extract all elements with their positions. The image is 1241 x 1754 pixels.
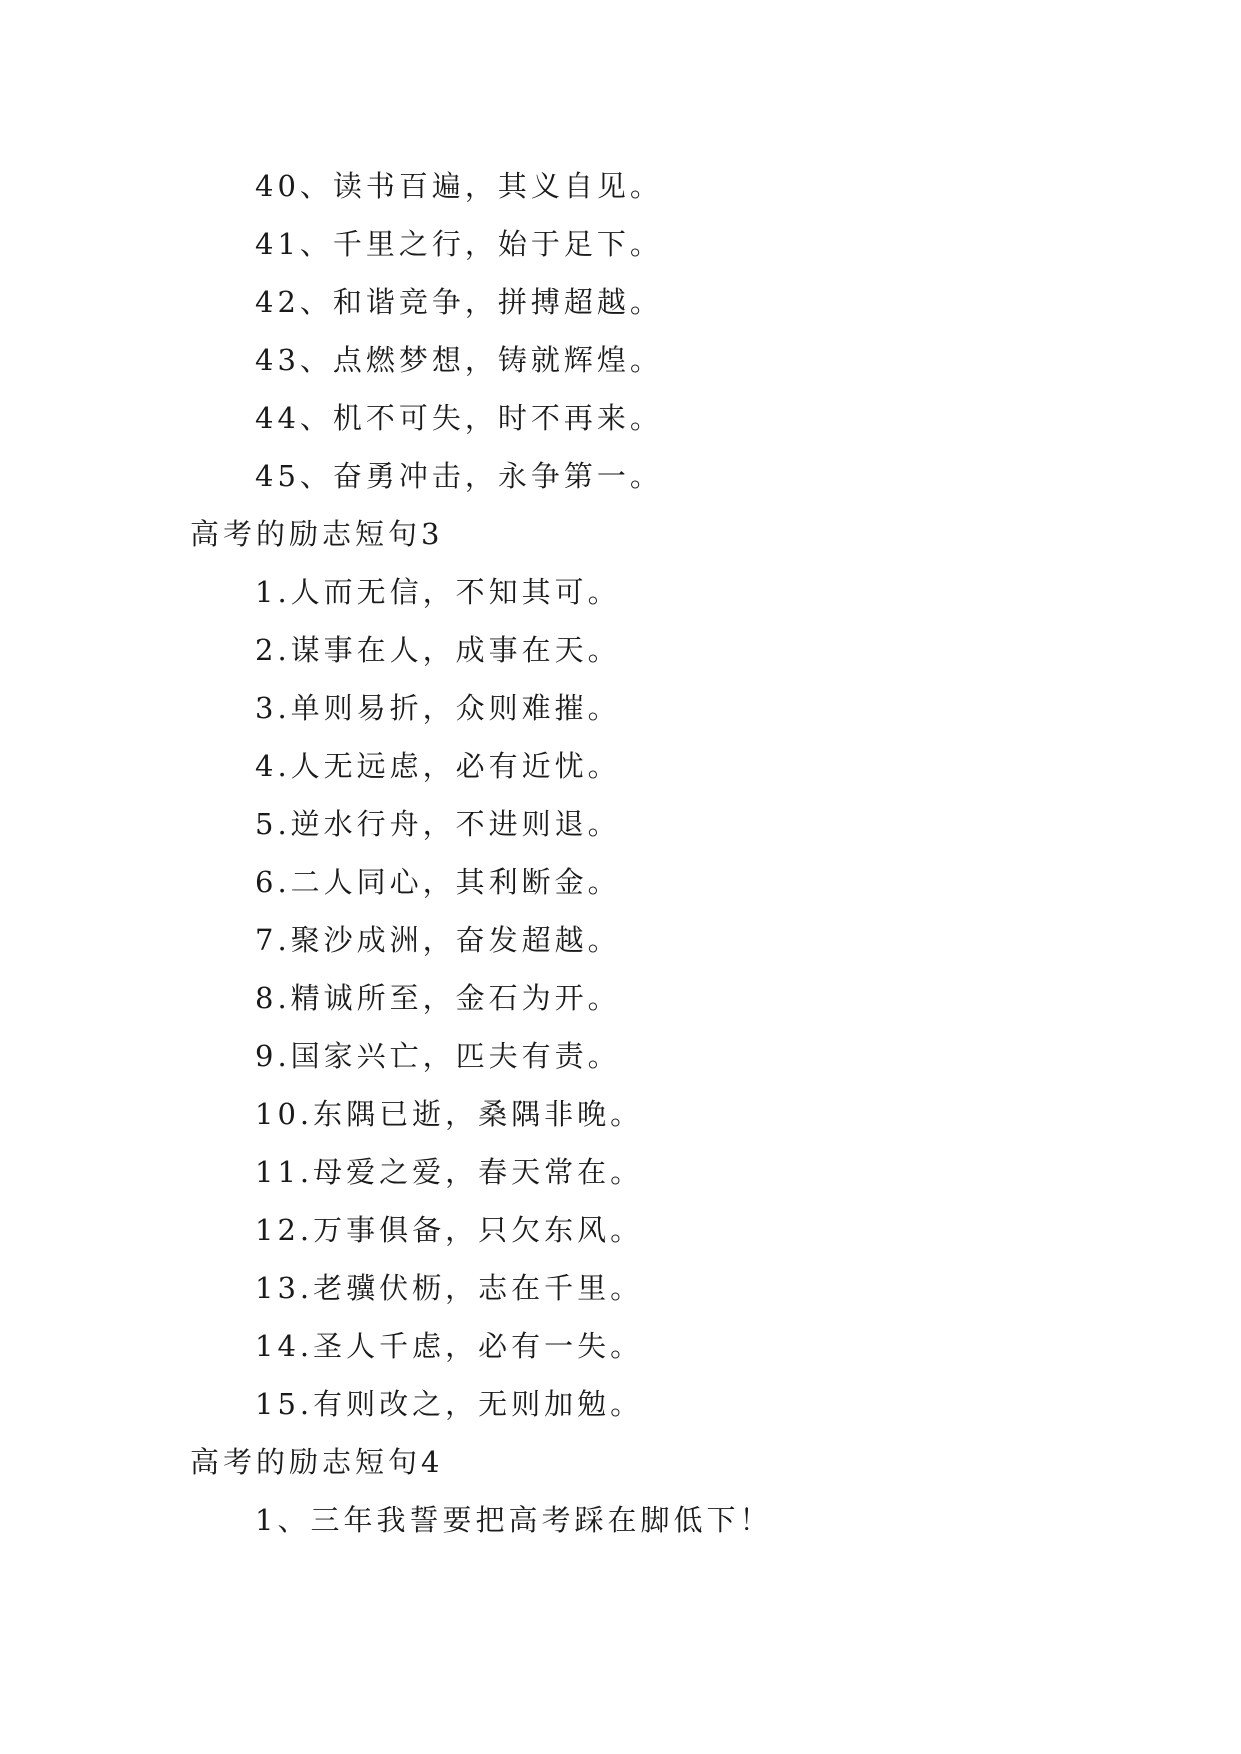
list-item: 11.母爱之爱，春天常在。 <box>255 1155 644 1189</box>
list-item: 7.聚沙成洲，奋发超越。 <box>255 923 621 957</box>
list-item: 40、读书百遍，其义自见。 <box>255 169 663 203</box>
list-item: 43、点燃梦想，铸就辉煌。 <box>255 343 663 377</box>
list-item: 3.单则易折，众则难摧。 <box>255 691 621 725</box>
list-item: 10.东隅已逝，桑隅非晚。 <box>255 1097 644 1131</box>
list-item: 4.人无远虑，必有近忧。 <box>255 749 621 783</box>
list-item: 1、三年我誓要把高考踩在脚低下！ <box>255 1503 773 1537</box>
list-item: 45、奋勇冲击，永争第一。 <box>255 459 663 493</box>
list-item: 6.二人同心，其利断金。 <box>255 865 621 899</box>
list-item: 41、千里之行，始于足下。 <box>255 227 663 261</box>
list-item: 1.人而无信，不知其可。 <box>255 575 621 609</box>
list-item: 2.谋事在人，成事在天。 <box>255 633 621 667</box>
list-item: 8.精诚所至，金石为开。 <box>255 981 621 1015</box>
list-item: 12.万事俱备，只欠东风。 <box>255 1213 644 1247</box>
list-item: 44、机不可失，时不再来。 <box>255 401 663 435</box>
list-item: 42、和谐竞争，拼搏超越。 <box>255 285 663 319</box>
list-item: 14.圣人千虑，必有一失。 <box>255 1329 644 1363</box>
list-item: 5.逆水行舟，不进则退。 <box>255 807 621 841</box>
list-item: 15.有则改之，无则加勉。 <box>255 1387 644 1421</box>
list-item: 13.老骥伏枥，志在千里。 <box>255 1271 644 1305</box>
section-heading: 高考的励志短句4 <box>190 1445 444 1479</box>
section-heading: 高考的励志短句3 <box>190 517 444 551</box>
list-item: 9.国家兴亡，匹夫有责。 <box>255 1039 621 1073</box>
